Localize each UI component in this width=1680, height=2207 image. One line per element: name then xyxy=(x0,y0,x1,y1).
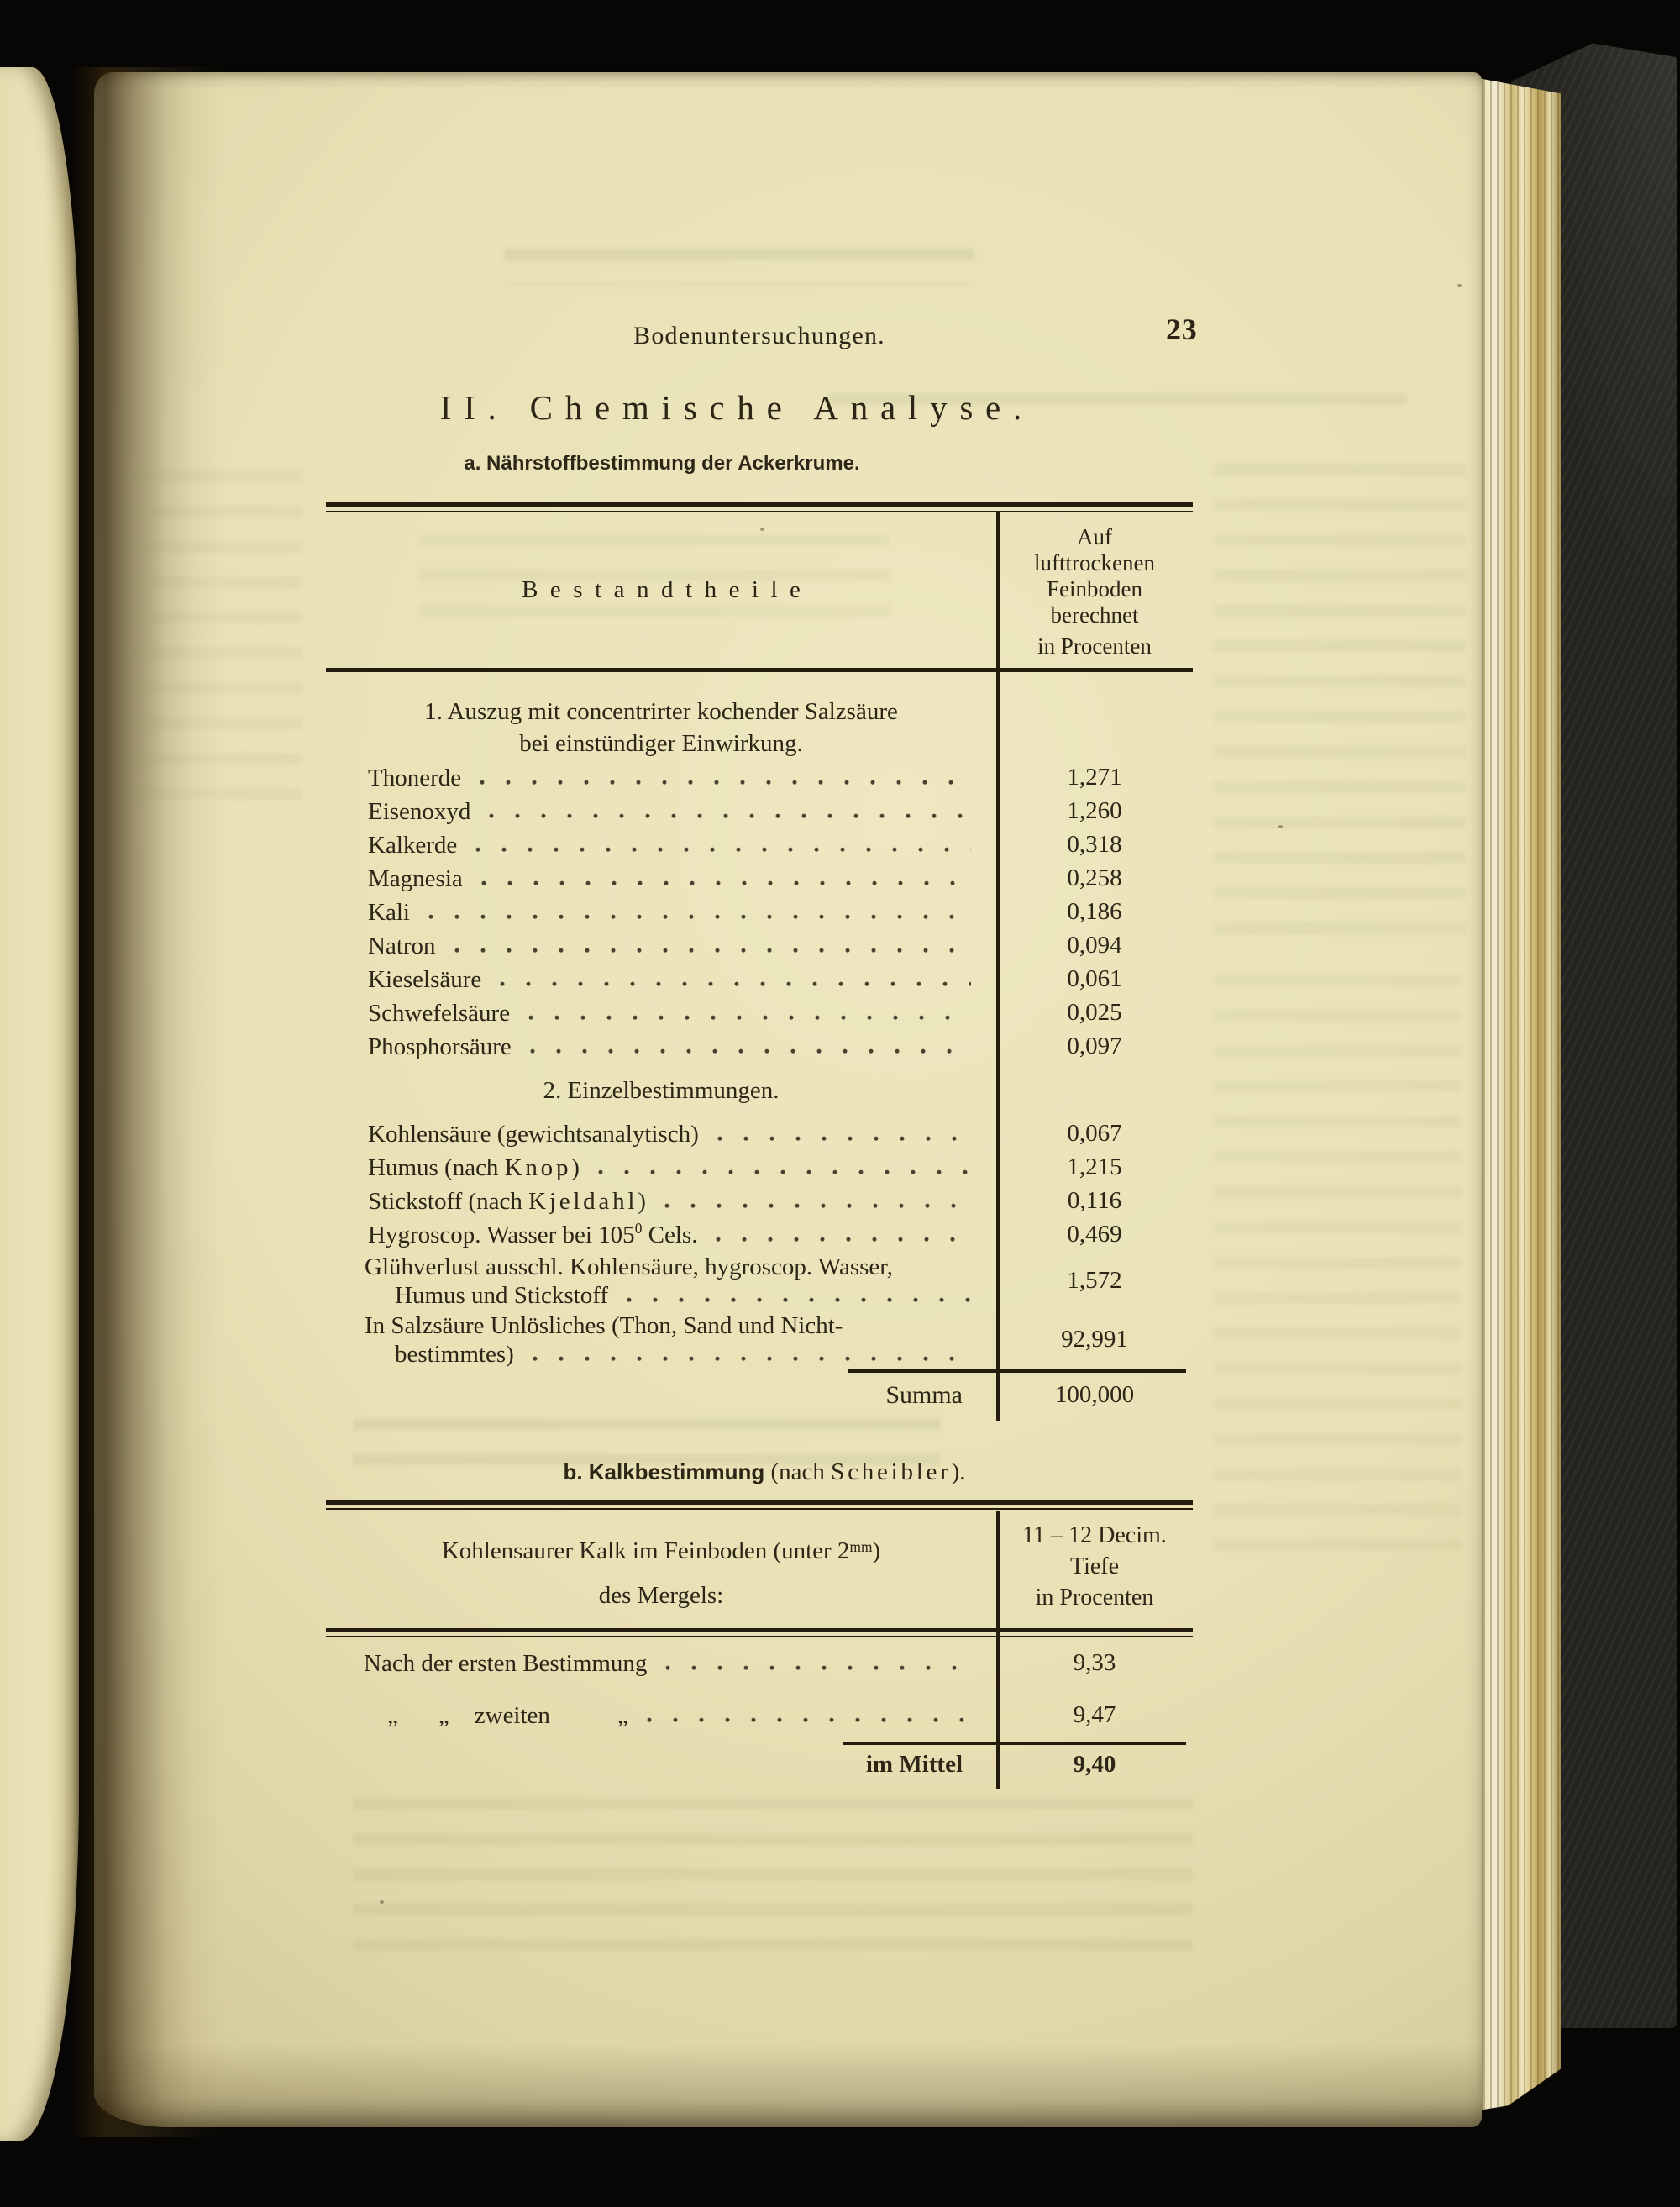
row-label-text: Hygroscop. Wasser bei 105 xyxy=(368,1222,635,1248)
row-label xyxy=(326,1120,996,1148)
table-row xyxy=(326,828,1193,862)
row-label xyxy=(326,932,996,960)
section-1-line1: 1. Auszug mit concentrirter kochender Salzsäure xyxy=(424,698,898,725)
lime-rows xyxy=(326,1637,1193,1742)
row-label-text: Kali xyxy=(368,899,410,926)
row-label-text: Kalkerde xyxy=(368,832,458,859)
table-row xyxy=(326,1311,1193,1369)
row-value: 9,47 xyxy=(1073,1701,1116,1729)
row-value: 1,260 xyxy=(1067,797,1122,825)
table-row xyxy=(326,761,1193,795)
page-number: 23 xyxy=(1166,313,1198,346)
row-label xyxy=(326,764,996,792)
dot-leader xyxy=(664,1203,971,1208)
header-line: lufttrockenen xyxy=(1034,550,1155,575)
row-value: 1,271 xyxy=(1067,764,1122,791)
section-b-pre: (nach xyxy=(764,1458,832,1485)
dot-leader xyxy=(475,847,971,852)
dot-leader xyxy=(489,813,971,818)
row-label-text: Natron xyxy=(368,933,436,959)
dot-leader xyxy=(627,1297,971,1302)
table-row xyxy=(326,1151,1193,1185)
lime-table xyxy=(326,1500,1193,1789)
column-divider-rule xyxy=(996,512,1000,1421)
dot-leader xyxy=(717,1136,971,1141)
table-header xyxy=(326,1510,1193,1628)
row-value: 0,116 xyxy=(1067,1187,1122,1215)
summa-label: Summa xyxy=(885,1380,963,1409)
header-line: des Mergels: xyxy=(598,1582,724,1609)
row-label-text: Schwefelsäure xyxy=(368,1000,511,1027)
row-value: 0,025 xyxy=(1067,999,1122,1027)
row-label-text: Kohlensäure (gewichtsanalytisch) xyxy=(368,1121,699,1148)
row-value: 0,061 xyxy=(1067,965,1122,993)
row-label xyxy=(326,1187,996,1216)
header-col-lime xyxy=(326,1510,996,1628)
row-label-text: Nach der ersten Bestimmung xyxy=(364,1650,648,1677)
row-value: 1,572 xyxy=(1067,1267,1122,1295)
table-row xyxy=(326,1689,1193,1742)
row-value: 0,258 xyxy=(1067,864,1122,892)
column-divider-rule xyxy=(996,1511,1000,1789)
row-label-text: Magnesia xyxy=(368,865,463,892)
table-row xyxy=(326,1637,1193,1689)
table-row xyxy=(326,1185,1193,1218)
row-label-text: Cels. xyxy=(642,1222,698,1248)
row-label xyxy=(326,999,996,1027)
bleed-through xyxy=(1214,464,1466,934)
row-value: 0,094 xyxy=(1067,932,1122,959)
row-label-text: Eisenoxyd xyxy=(368,798,471,825)
section-1-heading xyxy=(326,672,996,761)
summa-value: 100,000 xyxy=(1054,1381,1135,1409)
row-label-text: Thonerde xyxy=(368,765,462,791)
row-value: 9,33 xyxy=(1073,1649,1116,1677)
header-line: Tiefe xyxy=(1069,1553,1120,1579)
section-2-heading xyxy=(326,1064,996,1117)
header-line: in Procenten xyxy=(1037,633,1152,659)
table-row xyxy=(326,795,1193,828)
nutrient-table xyxy=(326,502,1193,1421)
row-label-text: Kieselsäure xyxy=(368,966,482,993)
mittel-rule xyxy=(843,1742,1186,1745)
table-row xyxy=(326,1218,1193,1252)
table-row xyxy=(326,963,1193,996)
summa-rule xyxy=(848,1369,1186,1373)
dot-leader xyxy=(528,1015,971,1020)
row-label-text: Phosphorsäure xyxy=(368,1033,512,1060)
table-row xyxy=(326,1030,1193,1064)
dot-leader xyxy=(428,914,971,919)
header-line: Auf xyxy=(1077,524,1112,549)
row-value: 0,067 xyxy=(1067,1120,1122,1148)
dot-leader xyxy=(716,1237,971,1242)
row-label xyxy=(326,898,996,927)
dot-leader xyxy=(598,1169,971,1174)
section-2-rows xyxy=(326,1117,1193,1369)
summa-row xyxy=(326,1369,1193,1421)
section-b-heading xyxy=(319,1458,1210,1486)
table-row xyxy=(326,1117,1193,1151)
header-line: berechnet xyxy=(1050,602,1139,628)
dot-leader xyxy=(533,1356,971,1361)
section-b-bold: b. Kalkbestimmung xyxy=(563,1459,765,1484)
dot-leader xyxy=(500,981,971,986)
row-label-text: Kjeldahl xyxy=(528,1188,638,1215)
row-label-text: bestimmtes) xyxy=(395,1341,514,1368)
row-label xyxy=(326,1253,996,1310)
row-label-text: „ xyxy=(387,1702,398,1729)
row-label-text: Stickstoff (nach xyxy=(368,1188,529,1215)
row-label xyxy=(326,1033,996,1061)
row-label-text: In Salzsäure Unlösliches (Thon, Sand und Nicht- xyxy=(365,1312,843,1339)
header-label: Bestandtheile xyxy=(522,575,813,603)
section-2-line: 2. Einzelbestimmungen. xyxy=(543,1077,780,1104)
table-top-rule xyxy=(326,502,1193,512)
bleed-through xyxy=(1214,975,1462,1563)
paper-speck xyxy=(1278,825,1283,828)
row-label-text: „ xyxy=(617,1702,628,1729)
section-b-post: ). xyxy=(951,1458,966,1485)
dot-leader xyxy=(454,948,971,953)
row-value: 92,991 xyxy=(1061,1326,1128,1353)
table-row xyxy=(326,929,1193,963)
row-label xyxy=(326,1221,996,1249)
section-1-line2: bei einstündiger Einwirkung. xyxy=(519,730,803,757)
row-label-text: Humus und Stickstoff xyxy=(395,1282,609,1309)
dot-leader xyxy=(480,780,971,785)
header-line: in Procenten xyxy=(1035,1584,1154,1611)
dot-leader xyxy=(665,1665,971,1670)
row-label-text: Knop xyxy=(504,1154,572,1181)
row-label-text: 0 xyxy=(634,1220,643,1237)
row-label-text: ) xyxy=(638,1188,646,1215)
section-1-rows xyxy=(326,761,1193,1064)
row-label xyxy=(326,864,996,893)
mittel-row xyxy=(326,1742,1193,1789)
header-bottom-rule xyxy=(326,1628,1193,1637)
header-col-percent xyxy=(996,512,1193,668)
header-col-depth xyxy=(996,1510,1193,1628)
row-label-text: zweiten xyxy=(474,1702,550,1729)
bleed-through xyxy=(353,1798,1193,1957)
header-line: 11 – 12 Decim. xyxy=(1022,1522,1167,1548)
row-label-text: ) xyxy=(571,1154,580,1181)
dot-leader xyxy=(647,1717,971,1722)
row-label-text: Humus (nach xyxy=(368,1154,505,1181)
header-col-components xyxy=(326,512,996,668)
row-label xyxy=(326,1701,996,1730)
row-label xyxy=(326,965,996,994)
row-value: 1,215 xyxy=(1067,1153,1122,1181)
header-line: Feinboden xyxy=(1047,576,1142,602)
dot-leader xyxy=(530,1048,971,1054)
mittel-value: 9,40 xyxy=(1073,1751,1116,1779)
row-label xyxy=(326,1153,996,1182)
row-label xyxy=(326,831,996,859)
table-row xyxy=(326,996,1193,1030)
section-b-name: Scheibler xyxy=(831,1458,952,1485)
row-label-text: „ xyxy=(438,1702,449,1729)
bleed-through xyxy=(126,470,302,823)
bleed-through xyxy=(504,249,974,286)
chapter-title: II. Chemische Analyse. xyxy=(439,388,1035,427)
table-row xyxy=(326,862,1193,896)
row-value: 0,469 xyxy=(1067,1221,1122,1248)
table-row xyxy=(326,896,1193,929)
row-label xyxy=(326,1649,996,1678)
header-line: Kohlensaurer Kalk im Feinboden (unter $2^{mm}$) xyxy=(441,1537,881,1564)
running-header: Bodenuntersuchungen. xyxy=(633,322,885,349)
row-value: 0,186 xyxy=(1067,898,1122,926)
table-row xyxy=(326,1252,1193,1311)
row-label-text: Glühverlust ausschl. Kohlensäure, hygroscop. Wasser, xyxy=(365,1253,894,1280)
dot-leader xyxy=(481,880,971,885)
row-label xyxy=(326,797,996,826)
table-header xyxy=(326,512,1193,668)
paper-speck xyxy=(380,1900,384,1904)
row-value: 0,097 xyxy=(1067,1033,1122,1060)
row-value: 0,318 xyxy=(1067,831,1122,859)
mittel-label: im Mittel xyxy=(865,1751,963,1779)
paper-speck xyxy=(1457,284,1462,287)
row-label xyxy=(326,1311,996,1369)
table-top-rule xyxy=(326,1500,1193,1510)
section-a-heading: a. Nährstoffbestimmung der Ackerkrume. xyxy=(464,452,860,475)
